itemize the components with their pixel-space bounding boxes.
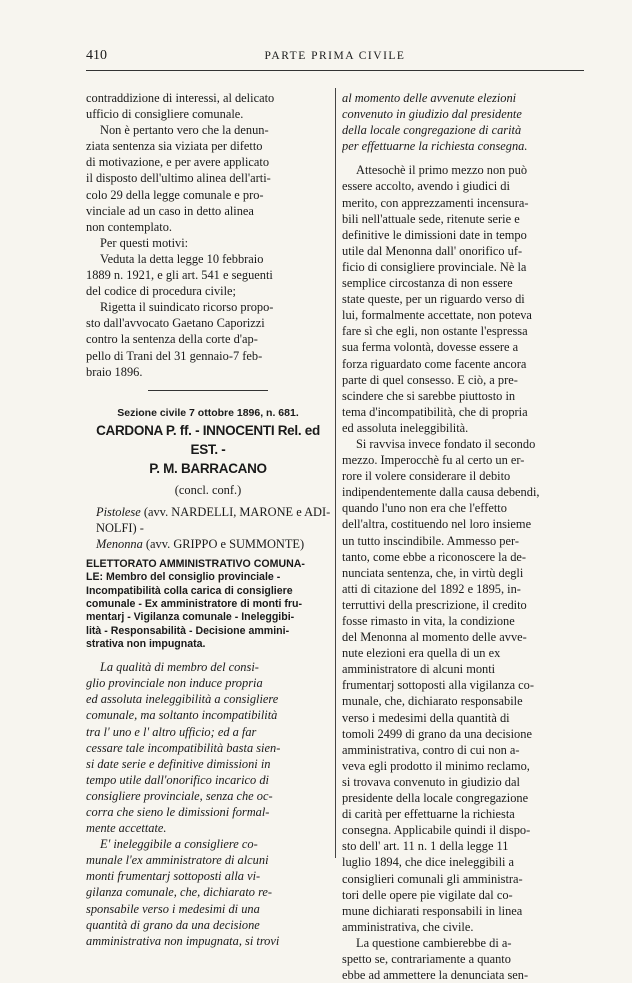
text-line: definitive le dimissioni date in tempo xyxy=(342,227,527,242)
text-line: si date serie e definitive dimissioni in xyxy=(86,756,271,771)
paragraph-secondo-mezzo xyxy=(342,436,584,935)
text-line: frumentarj sottoposti alla vigilanza co- xyxy=(342,678,534,693)
text-line: della locale congregazione di carità xyxy=(342,123,522,138)
headnote-line: mentarj - Vigilanza comunale - Ineleggibi- xyxy=(86,611,295,624)
conclusions: (concl. conf.) xyxy=(174,482,242,497)
text-line: sua ferma volontà, dovesse essere a xyxy=(342,340,519,355)
right-column xyxy=(342,90,584,983)
text-line: amministrativa, contro di cui non a- xyxy=(342,742,520,757)
headnote-line: strativa non impugnata. xyxy=(86,637,206,650)
text-line: ed assoluta ineleggibilità a consigliere xyxy=(86,692,279,707)
text-line: ziata sentenza sia viziata per difetto xyxy=(86,139,263,154)
text-line: merito, con apprezzamenti incensura- xyxy=(342,195,529,210)
text-line: consiglieri comunali gli amministra- xyxy=(342,871,523,886)
text-line: spetto se, contrariamente a quanto xyxy=(342,951,511,966)
text-line: sto dall'avvocato Gaetano Caporizzi xyxy=(86,316,265,331)
text-line: Attesochè il primo mezzo non può xyxy=(356,163,528,178)
text-line: nunciata sentenza, che, in virtù degli xyxy=(342,565,524,580)
text-line: amministrativa, che civile. xyxy=(342,919,474,934)
text-line: verso i medesimi della quantità di xyxy=(342,710,510,725)
text-line: rore il volere considerare il debito xyxy=(342,469,511,484)
text-line: utile dal Menonna dall' onorifico uf- xyxy=(342,243,523,258)
headnote-line: comunale - Ex amministratore di monti fru- xyxy=(86,597,303,610)
text-line: state queste, per un riguardo verso di xyxy=(342,292,525,307)
text-line: mune dichiarati responsabili in linea xyxy=(342,903,523,918)
text-line: forza riguardato come facente ancora xyxy=(342,356,527,371)
top-lines xyxy=(86,90,330,122)
text-line: amministratore di alcuni monti xyxy=(342,662,496,677)
spacer xyxy=(86,651,330,659)
text-line: fosse rimasto in vita, la condizione xyxy=(342,614,515,628)
text-line: nute elezioni era quella di un ex xyxy=(342,646,501,661)
running-title: PARTE PRIMA CIVILE xyxy=(264,50,406,62)
text-line: Veduta la detta legge 10 febbraio xyxy=(100,251,264,266)
text-line: sto dell' art. 11 n. 1 della legge 11 xyxy=(342,839,509,854)
text-line: tra l' uno e l' altro ufficio; ed a far xyxy=(86,724,257,739)
text-line: gilanza comunale, che, dichiarato re- xyxy=(86,885,273,900)
text-line: tempo utile dall'onorifico incarico di xyxy=(86,772,269,787)
text-line: contro la sentenza della corte d'ap- xyxy=(86,332,258,347)
text-line: fare sì che egli, non ostante l'espressa xyxy=(342,324,528,339)
pistolese-counsel-cont: NOLFI) - xyxy=(96,520,144,535)
text-line: lui, formalmente accettate, non poteva xyxy=(342,308,532,323)
menonna-counsel: (avv. GRIPPO e SUMMONTE) xyxy=(145,536,305,551)
text-line: luglio 1894, che dice ineleggibili a xyxy=(342,855,515,870)
pistolese-counsel: (avv. NARDELLI, MARONE e ADI- xyxy=(143,504,330,519)
text-line: quantità di grano da una decisione xyxy=(86,917,260,932)
paragraph-veduta xyxy=(86,251,330,299)
text-line: pello di Trani del 31 gennaio-7 feb- xyxy=(86,348,263,363)
text-line: un tutto inscindibile. Ammesso per- xyxy=(342,533,519,548)
text-line: essere accolto, avendo i giudici di xyxy=(342,179,510,194)
text-line: tanto, come ebbe a riconoscere la de- xyxy=(342,549,527,564)
party-name-pistolese: Pistolese xyxy=(96,504,141,519)
headnote-line: Incompatibilità colla carica di consigliere xyxy=(86,584,293,597)
text-line: monti frumentarj sottoposti alla vi- xyxy=(86,869,261,884)
parties-line-1: CARDONA P. ff. - INNOCENTI Rel. ed EST. - xyxy=(96,422,320,457)
text-line: colo 29 della legge comunale e pro- xyxy=(86,187,264,202)
text-line: contraddizione di interessi, al delicato xyxy=(86,91,275,105)
party-name-menonna: Menonna xyxy=(96,536,143,551)
text-line: semplice circostanza di non essere xyxy=(342,276,513,291)
text-line: ufficio di consigliere comunale. xyxy=(86,107,244,122)
text-line: comunale, ma soltanto incompatibilità xyxy=(86,708,278,723)
text-line: mezzo. Imperocchè fu al certo un er- xyxy=(342,453,525,468)
text-line: terruttivi della prescrizione, il credito xyxy=(342,597,527,612)
text-line: La qualità di membro del consi- xyxy=(100,660,259,675)
text-line: consigliere provinciale, senza che oc- xyxy=(86,788,273,803)
page-number: 410 xyxy=(86,48,107,63)
paragraph-primo-mezzo xyxy=(342,162,584,436)
section-heading: Sezione civile 7 ottobre 1896, n. 681. xyxy=(117,406,299,419)
maxim-2-continued xyxy=(342,90,584,154)
text-line: al momento delle avvenute elezioni xyxy=(342,91,517,105)
text-line: glio provinciale non induce propria xyxy=(86,676,263,691)
per-questi-motivi: Per questi motivi: xyxy=(100,235,189,250)
left-column xyxy=(86,90,330,949)
headnote-line: lità - Responsabilità - Decisione ammini- xyxy=(86,624,290,637)
text-line: bili nell'attuale sede, ritenute serie e xyxy=(342,211,520,226)
text-line: 1889 n. 1921, e gli art. 541 e seguenti xyxy=(86,268,273,283)
text-line: vinciale ad un caso in detto alinea xyxy=(86,203,254,218)
text-line: del codice di procedura civile; xyxy=(86,284,236,299)
text-line: Rigetta il suindicato ricorso propo- xyxy=(100,300,274,315)
text-line: tomoli 2499 di grano da una decisione xyxy=(342,726,532,741)
text-line: consegna. Applicabile quindi il dispo- xyxy=(342,823,531,838)
text-line: dell'altra, costituendo nel loro insieme xyxy=(342,517,532,532)
text-line: munale, che, dichiarato responsabile xyxy=(342,694,523,709)
text-line: tori delle opere pie vigilate dal co- xyxy=(342,887,513,902)
text-line: per effettuarne la richiesta consegna. xyxy=(342,139,528,154)
text-line: tema d'incompatibilità, che di propria xyxy=(342,404,528,419)
text-line: mente accettate. xyxy=(86,821,167,836)
text-line: di motivazione, e per avere applicato xyxy=(86,155,270,170)
parties-line-2: P. M. BARRACANO xyxy=(149,460,267,476)
text-line: si trovava convenuto in giudizio dal xyxy=(342,774,520,789)
text-line: indipendentemente dalla causa debendi, xyxy=(342,485,540,500)
column-divider xyxy=(335,88,336,858)
text-line: di carità per effettuarne la richiesta xyxy=(342,807,515,822)
text-line: amministrativa non impugnata, si trovi xyxy=(86,933,280,948)
paragraph-rigetta xyxy=(86,299,330,379)
text-line: quando l'uno non era che l'effetto xyxy=(342,501,507,516)
text-line: scindere che si sarebbe piuttosto in xyxy=(342,388,516,403)
paragraph-questione xyxy=(342,935,584,983)
maxim-2 xyxy=(86,836,330,949)
text-line: Si ravvisa invece fondato il secondo xyxy=(356,436,536,451)
running-header xyxy=(86,48,584,71)
text-line: presidente della locale congregazione xyxy=(342,791,529,806)
text-line: non contemplato. xyxy=(86,219,173,234)
menonna-line xyxy=(86,536,330,552)
headnote-line: ELETTORATO AMMINISTRATIVO COMUNA- xyxy=(86,558,305,571)
text-line: braio 1896. xyxy=(86,364,143,379)
headnote xyxy=(86,558,330,651)
text-line: cessare tale incompatibilità basta sien- xyxy=(86,740,281,755)
text-line: ebbe ad ammettere la denunciata sen- xyxy=(342,968,529,983)
maxim-1 xyxy=(86,659,330,836)
text-line: E' ineleggibile a consigliere co- xyxy=(100,837,258,852)
text-line: munale l'ex amministratore di alcuni xyxy=(86,853,269,868)
section-separator xyxy=(148,390,268,391)
headnote-line: LE: Membro del consiglio provinciale - xyxy=(86,571,281,584)
text-line: del Menonna al momento delle avve- xyxy=(342,630,527,645)
text-line: sponsabile verso i medesimi di una xyxy=(86,901,260,916)
pistolese-line xyxy=(86,504,330,520)
text-line: il disposto dell'ultimo alinea dell'arti- xyxy=(86,171,271,186)
text-line: ed assoluta ineleggibilità. xyxy=(342,420,469,435)
text-line: Non è pertanto vero che la denun- xyxy=(100,123,269,138)
text-line: parte di quel consesso. E ciò, a pre- xyxy=(342,372,518,387)
text-line: La questione cambierebbe di a- xyxy=(356,935,512,950)
spacer xyxy=(342,154,584,162)
text-line: convenuto in giudizio dal presidente xyxy=(342,107,522,122)
text-line: ficio di consigliere provinciale. Nè la xyxy=(342,259,527,274)
text-line: veva egli prodotto il minimo reclamo, xyxy=(342,758,530,773)
text-line: corra che sieno le dimissioni formal- xyxy=(86,804,270,819)
text-line: atti di citazione del 1892 e 1895, in- xyxy=(342,581,521,596)
paragraph-motivation xyxy=(86,122,330,235)
